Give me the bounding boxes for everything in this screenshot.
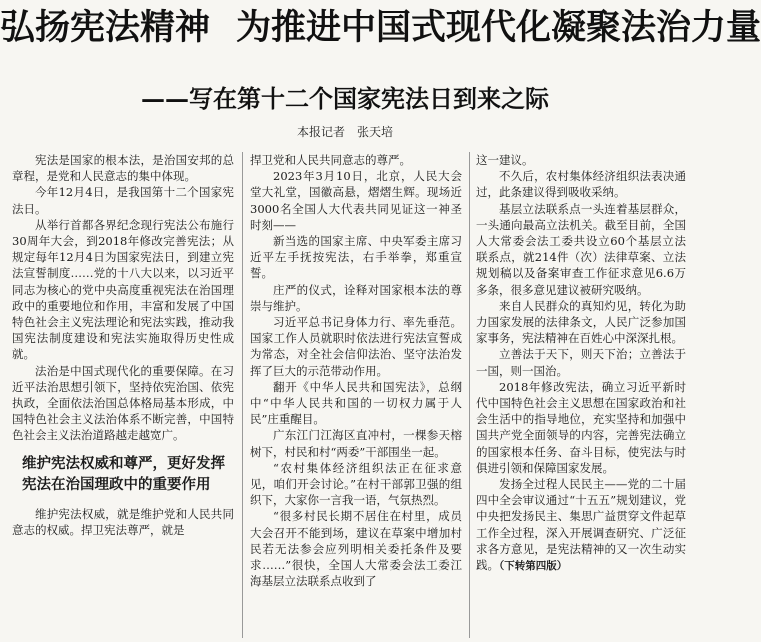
paragraph-text: 发扬全过程人民民主——党的二十届四中全会审议通过“十五五”规划建议，党中央把发扬民主、集思广益贯穿文件起草工作全过程，深入开展调查研究、广泛征求各方意见，是宪法精神的又一次生动实践。 [476,477,686,573]
byline-label: 本报记者 [296,125,345,139]
paragraph-last [476,476,686,574]
paragraph: 2018年修改宪法，确立习近平新时代中国特色社会主义思想在国家政治和社会生活中的指导地位，充实坚持和加强中国共产党全面领导的内容，完善宪法确立的国家根本任务、奋斗目标，使宪法与时俱进引领和保障国家发展。 [476,379,686,475]
paragraph: 立善法于天下，则天下治；立善法于一国，则一国治。 [476,347,686,378]
paragraph: 庄严的仪式，诠释对国家根本法的尊崇与维护。 [250,282,462,313]
subtitle: ——写在第十二个国家宪法日到来之际 [141,84,549,113]
section-heading: 维护宪法权威和尊严，更好发挥宪法在治国理政中的重要作用 [22,455,225,493]
turn-page-note: （下转第四版） [499,560,568,573]
paragraph: 从举行首都各界纪念现行宪法公布施行30周年大会，到2018年修改完善宪法；从规定每年12月4日为国家宪法日，到建立宪法宣誓制度……党的十八大以来，以习近平同志为核心的党中央高度重视宪法在治国理政中的重要地位和作用，丰富和发展了中国特色社会主义宪法理论和宪法实践，推动我国宪法制度建设和宪法实施取得历史性成就。 [12,217,234,362]
byline [0,123,690,141]
byline-author: 张天培 [357,125,394,139]
article-column-2 [250,152,462,642]
paragraph-continuation: 这一建议。 [476,153,534,167]
paragraph: 广东江门江海区直冲村，一棵参天榕树下，村民和村“两委”干部围坐一起。 [250,428,462,459]
column-divider-2 [469,152,470,638]
paragraph: 不久后，农村集体经济组织法表决通过，此条建议得到吸收采纳。 [476,169,686,200]
paragraph: “农村集体经济组织法正在征求意见，咱们开会讨论。”在村干部郭卫强的组织下，大家你一言我一语，气氛热烈。 [250,460,462,508]
paragraph: 今年12月4日，是我国第十二个国家宪法日。 [12,185,234,216]
paragraph: “很多村民长期不居住在村里，成员大会召开不能到场，建议在草案中增加村民若无法参会应列明相关委托条件及要求……”很快，全国人大常委会法工委江海基层立法联系点收到了 [250,509,462,589]
article-column-3 [476,152,686,642]
paragraph: 新当选的国家主席、中央军委主席习近平左手抚按宪法，右手举拳，郑重宣誓。 [250,234,462,281]
headline [0,4,761,52]
paragraph: 基层立法联系点一头连着基层群众，一头通向最高立法机关。截至目前，全国人大常委会法工委共设立60个基层立法联系点，就214件（次）法律草案、立法规划稿以及备案审查工作征求意见6.6万多条，很多意见建议被研究吸纳。 [476,201,686,297]
paragraph: 翻开《中华人民共和国宪法》，总纲中“中华人民共和国的一切权力属于人民”庄重醒目。 [250,379,462,427]
article-column-1 [12,152,234,642]
paragraph: 宪法是国家的根本法，是治国安邦的总章程，是党和人民意志的集中体现。 [12,153,234,184]
headline-part-1: 弘扬宪法精神 [0,8,211,48]
paragraph: 2023年3月10日，北京，人民大会堂大礼堂，国徽高悬，熠熠生辉。现场近3000名全国人大代表共同见证这一神圣时刻—— [250,169,462,232]
column-divider-1 [242,152,243,638]
headline-part-2: 为推进中国式现代化凝聚法治力量 [236,8,761,48]
paragraph: 来自人民群众的真知灼见，转化为助力国家发展的法律条文，人民广泛参加国家事务，宪法精神在百姓心中深深扎根。 [476,298,686,346]
paragraph: 法治是中国式现代化的重要保障。在习近平法治思想引领下，坚持依宪治国、依宪执政，全面依法治国总体格局基本形成，中国特色社会主义法治体系不断完善，中国特色社会主义法治道路越走越宽广。 [12,363,234,443]
paragraph-continuation: 捍卫党和人民共同意志的尊严。 [250,153,411,167]
paragraph: 习近平总书记身体力行、率先垂范。国家工作人员就职时依法进行宪法宣誓成为常态，对全社会信仰法治、坚守法治发挥了巨大的示范带动作用。 [250,315,462,378]
paragraph: 维护宪法权威，就是维护党和人民共同意志的权威。捍卫宪法尊严，就是 [12,506,234,537]
